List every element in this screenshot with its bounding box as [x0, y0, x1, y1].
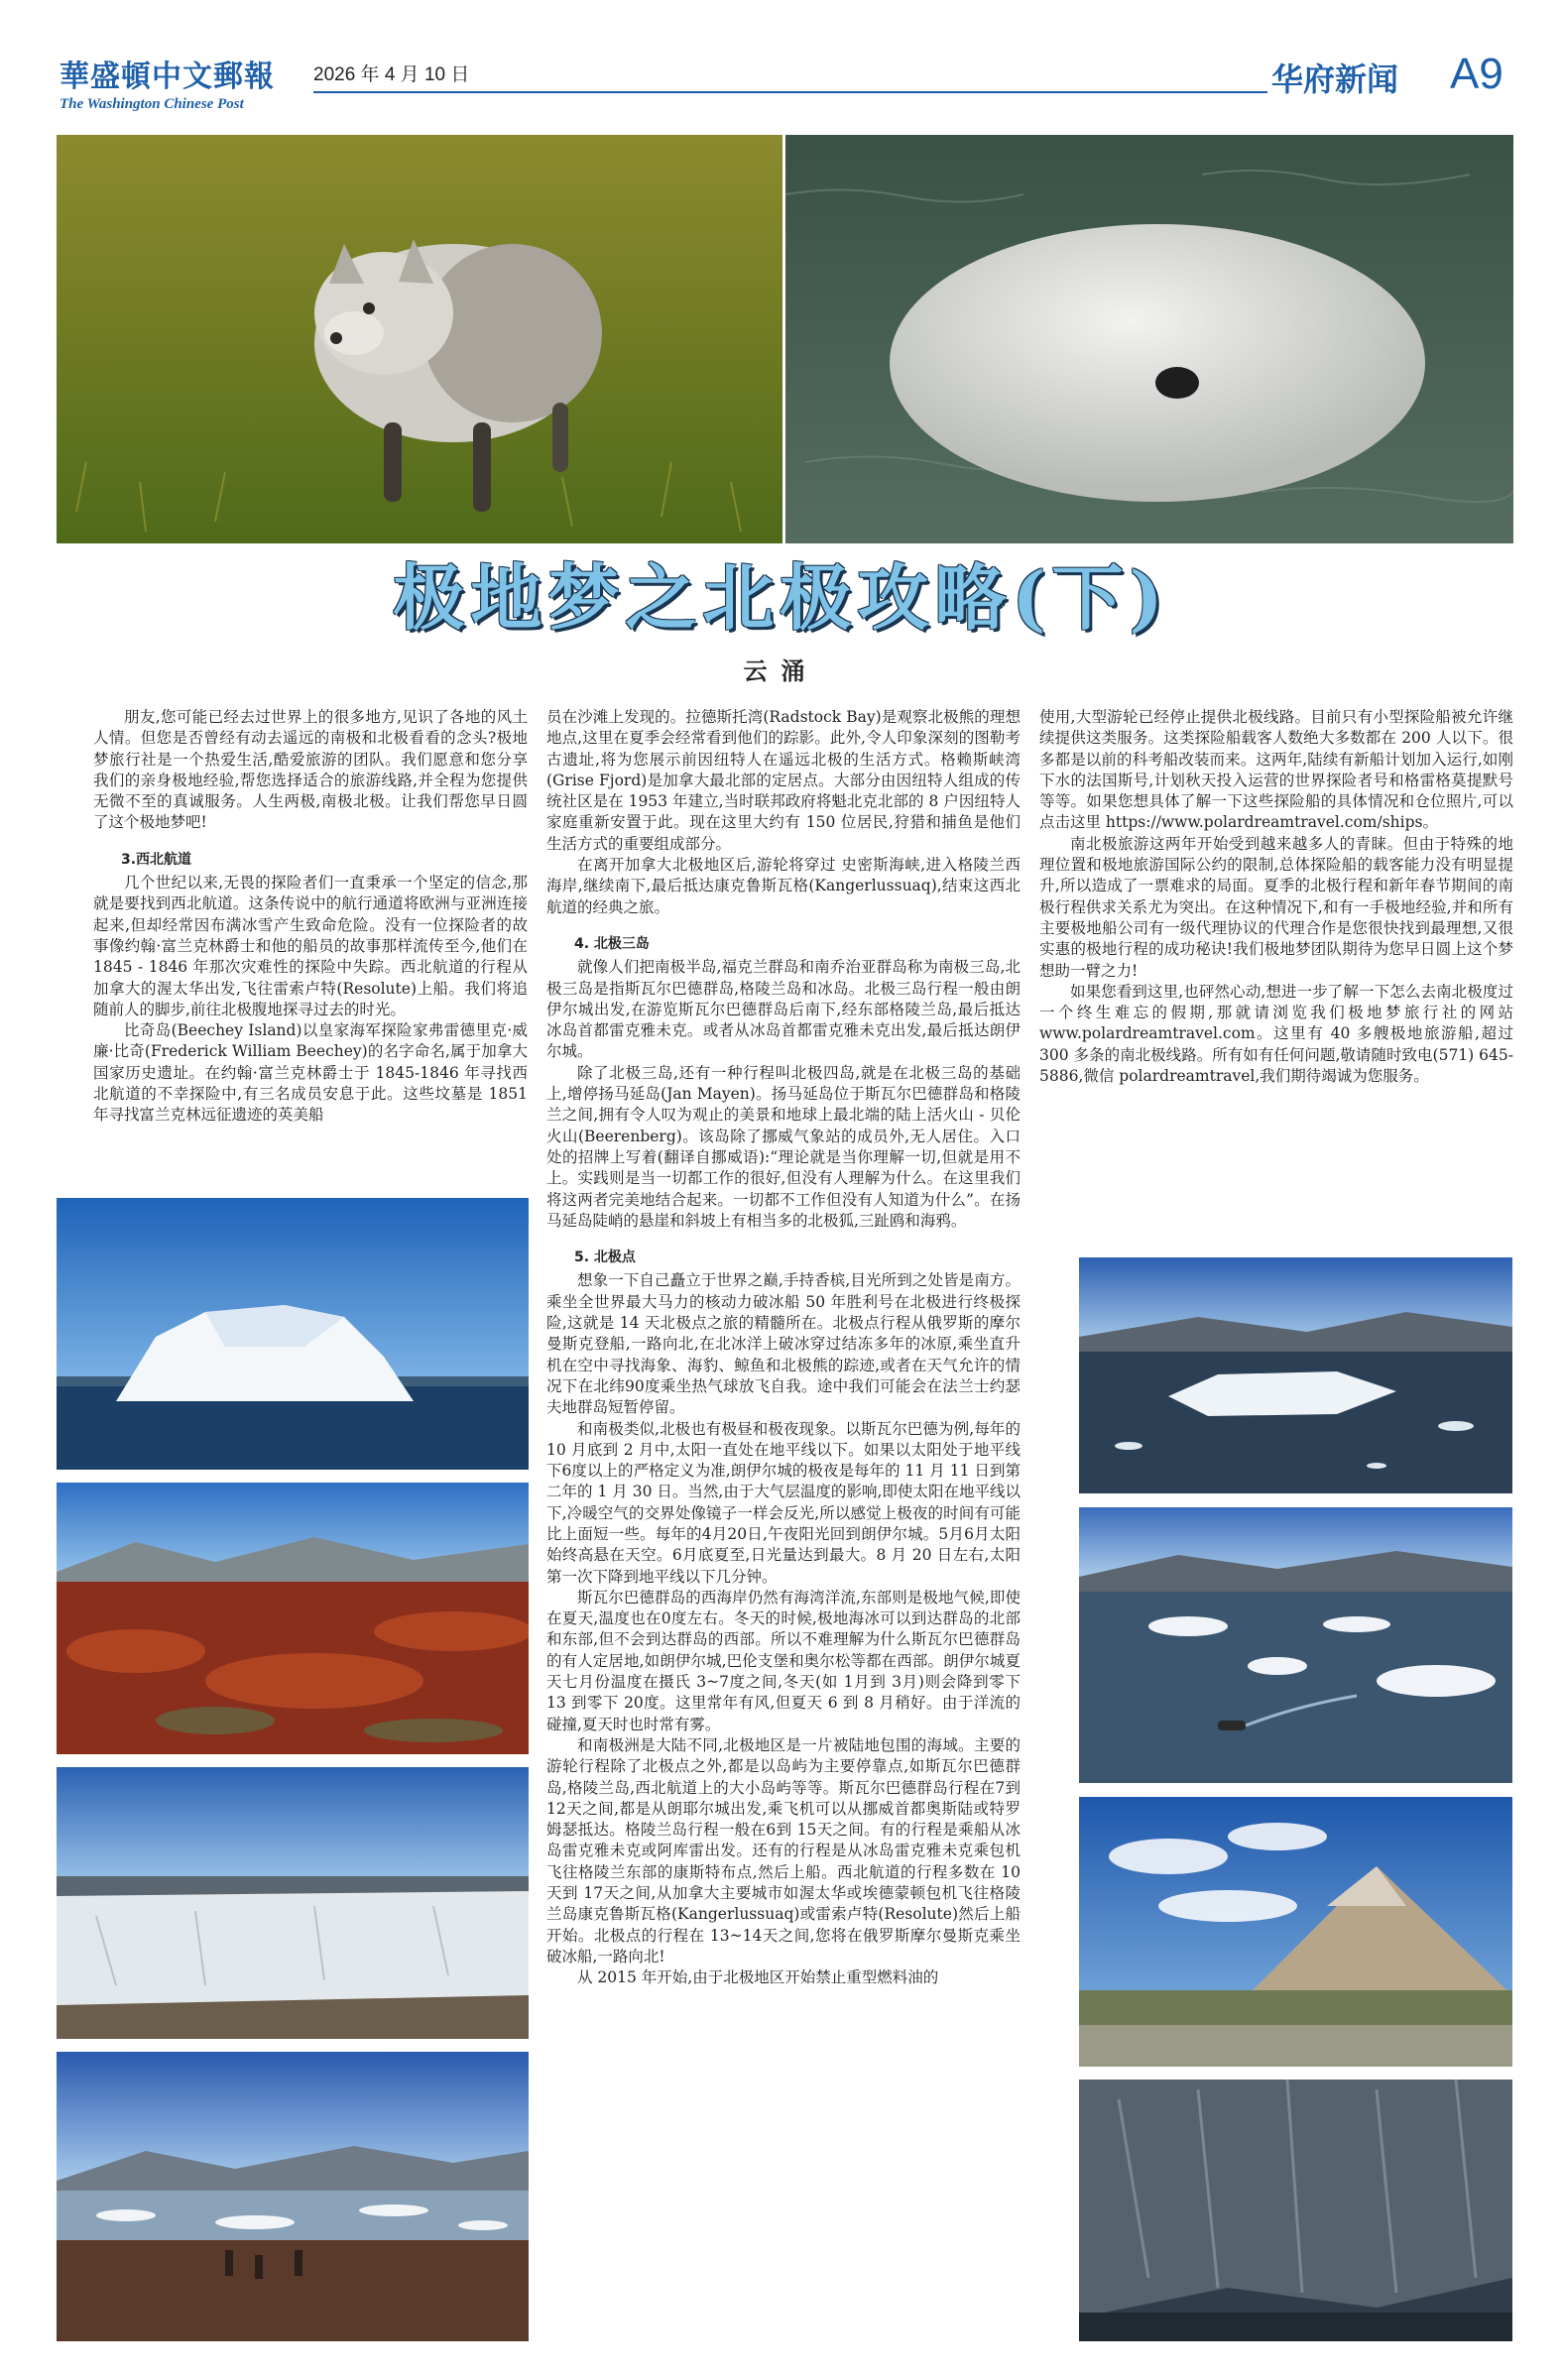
ice-floes-photo	[1079, 1257, 1512, 1493]
iceberg-photo	[57, 1198, 529, 1470]
paragraph: 在离开加拿大北极地区后,游轮将穿过 史密斯海峡,进入格陵兰西海岸,继续南下,最后抵达康克鲁斯瓦格(Kangerlussuaq),结束这西北航道的经典之旅。	[546, 856, 1021, 916]
issue-date: 2026 年 4 月 10 日	[313, 64, 470, 85]
page-number: A9	[1450, 50, 1503, 98]
glacier-front-photo	[57, 1767, 529, 2039]
masthead-name-cn: 華盛頓中文郵報	[60, 60, 275, 94]
fjord-hikers-photo	[57, 2052, 529, 2341]
paragraph: 如果您看到这里,也砰然心动,想进一步了解一下怎么去南北极度过一个终生难忘的假期,那就请浏览我们极地梦旅行社的网站 www.polardreamtravel.com。这里有 40 多艘极地旅游船,超过 300 多条的南北极线路。所有如有任何问题,敬请随时致电(571) 645-5886,微信 polardreamtravel,我们期待竭诚为您服务。	[1039, 982, 1513, 1086]
tundra-photo	[57, 1483, 529, 1754]
paragraph: 比奇岛(Beechey Island)以皇家海军探险家弗雷德里克·威廉·比奇(Frederick William Beechey)的名字命名,属于加拿大国家历史遗址。在约翰·富兰克林爵士于 1845-1846 年寻找西北航道的不幸探险中,有三名成员安息于此。这些坟墓是 1851 年寻找富兰克林远征遗迹的英美船	[93, 1021, 528, 1125]
article-headline: 极地梦之北极攻略(下)	[393, 555, 1169, 640]
paragraph: 从 2015 年开始,由于北极地区开始禁止重型燃料油的	[577, 1968, 939, 1987]
beluga-whale-photo	[785, 135, 1513, 543]
intro-paragraph: 朋友,您可能已经去过世界上的很多地方,见识了各地的风土人情。但您是否曾经有动去遥远的南极和北极看看的念头?极地梦旅行社是一个热爱生活,酷爱旅游的团队。我们愿意和您分享我们的亲身极地经验,帮您选择适合的旅游线路,并全程为您提供无微不至的真诚服务。人生两极,南极北极。让我们帮您早日圆了这个极地梦吧!	[93, 708, 528, 832]
paragraph: 使用,大型游轮已经停止提供北极线路。目前只有小型探险船被允许继续提供这类服务。这类探险船载客人数绝大多数都在 200 人以下。很多都是以前的科考船改装而来。这两年,陆续有新船计划加入运行,如刚下水的法国斯号,计划秋天投入运营的世界探险者号和格雷格莫提默号等等。如果您想具体了解一下这些探险船的具体情况和仓位照片,可以点击这里 https://www.polardreamtravel.com/ships。	[1039, 708, 1513, 832]
paragraph: 和南极洲是大陆不同,北极地区是一片被陆地包围的海域。主要的游轮行程除了北极点之外,都是以岛屿为主要停靠点,如斯瓦尔巴德群岛,格陵兰岛,西北航道上的大小岛屿等等。斯瓦尔巴德群岛行程在7到 12天之间,都是从朗耶尔城出发,乘飞机可以从挪威首都奥斯陆或特罗姆瑟抵达。格陵兰岛行程一般在6到 15天之间。有的行程是乘船从冰岛雷克雅未克或阿库雷出发。还有的行程是从冰岛雷克雅未克乘包机飞往格陵兰东部的康斯特布点,然后上船。西北航道的行程多数在 10天到 17天之间,从加拿大主要城市如渥太华或埃德蒙顿包机飞往格陵兰岛康克鲁斯瓦格(Kangerlussuaq)或雷索卢特(Resolute)然后上船开始。北极点的行程在 13~14天之间,您将在俄罗斯摩尔曼斯克乘坐破冰船,一路向北!	[546, 1735, 1021, 1965]
section-heading-three-islands: 4. 北极三岛	[574, 935, 650, 952]
paragraph: 几个世纪以来,无畏的探险者们一直秉承一个坚定的信念,那就是要找到西北航道。这条传说中的航行通道将欧洲与亚洲连接起来,但却经常因布满冰雪产生致命危险。没有一位探险者的故事像约翰·富兰克林爵士和他的船员的故事那样流传至今,他们在 1845 - 1846 年那次灾难性的探险中失踪。西北航道的行程从加拿大的渥太华出发,飞往雷索卢特(Resolute)上船。我们将追随前人的脚步,前往北极腹地探寻过去的时光。	[93, 874, 528, 1018]
article-column-1	[93, 707, 528, 1127]
paragraph: 除了北极三岛,还有一种行程叫北极四岛,就是在北极三岛的基础上,增停扬马延岛(Jan Mayen)。扬马延岛位于斯瓦尔巴德群岛和格陵兰之间,拥有令人叹为观止的美景和地球上最北端的陆上活火山 - 贝伦火山(Beerenberg)。该岛除了挪威气象站的成员外,无人居住。入口处的招牌上写着(翻译自挪威语):“理论就是当你理解一切,但就是用不上。实践则是当一切都工作的很好,但没有人理解为什么。在这里我们将这两者完美地结合起来。一切都不工作但没有人知道为什么”。在扬马延岛陡峭的悬崖和斜坡上有相当多的北极狐,三趾鸥和海鸦。	[546, 1063, 1021, 1230]
paragraph: 就像人们把南极半岛,福克兰群岛和南乔治亚群岛称为南极三岛,北极三岛是指斯瓦尔巴德群岛,格陵兰岛和冰岛。北极三岛行程一般由朗伊尔城出发,在游览斯瓦尔巴德群岛后南下,经东部格陵兰岛,最后抵达冰岛首都雷克雅未克。或者从冰岛首都雷克雅未克出发,最后抵达朗伊尔城。	[546, 958, 1021, 1061]
section-heading-north-pole: 5. 北极点	[574, 1250, 636, 1266]
section-heading-northwest-passage: 3.西北航道	[121, 851, 192, 868]
article-column-3	[1039, 707, 1513, 1087]
zodiac-photo	[1079, 1507, 1512, 1783]
mountain-photo	[1079, 1797, 1512, 2067]
paragraph: 斯瓦尔巴德群岛的西海岸仍然有海湾洋流,东部则是极地气候,即使在夏天,温度也在0度左右。冬天的时候,极地海冰可以到达群岛的北部和东部,但不会到达群岛的西部。所以不难理解为什么斯瓦尔巴德群岛的有人定居地,如朗伊尔城,巴伦支堡和奥尔松等都在西部。朗伊尔城夏天七月份温度在摄氏 3~7度之间,冬天(如 1月到 3月)则会降到零下 13 到零下 20度。这里常年有风,但夏天 6 到 8 月稍好。由于洋流的碰撞,夏天时也时常有雾。	[546, 1588, 1021, 1733]
arctic-fox-photo	[57, 135, 782, 543]
paragraph: 想象一下自己矗立于世界之巅,手持香槟,目光所到之处皆是南方。乘坐全世界最大马力的核动力破冰船 50 年胜利号在北极进行终极探险,这就是 14 天北极点之旅的精髓所在。北极点行程从俄罗斯的摩尔曼斯克登船,一路向北,在北冰洋上破冰穿过结冻多年的冰原,乘坐直升机在空中寻找海象、海豹、鲸鱼和北极熊的踪迹,或者在天气允许的情况下在北纬90度乘坐热气球放飞自我。途中我们可能会在法兰士约瑟夫地群岛短暂停留。	[546, 1271, 1021, 1417]
article-byline: 云涌	[743, 657, 819, 685]
paragraph: 和南极类似,北极也有极昼和极夜现象。以斯瓦尔巴德为例,每年的 10 月底到 2 月中,太阳一直处在地平线以下。如果以太阳处于地平线下6度以上的严格定义为准,朗伊尔城的极夜是每年的 11 月 11 日到第二年的 1 月 30 日。当然,由于大气层温度的影响,即使太阳在地平线以下,冷暖空气的交界处像镜子一样会反光,所以感觉上极夜的时间有可能比上面短一些。每年的4月20日,午夜阳光回到朗伊尔城。5月6月太阳始终高悬在天空。6月底夏至,日光量达到最大。8 月 20 日左右,太阳第一次下降到地平线以下几分钟。	[546, 1419, 1021, 1586]
paragraph: 员在沙滩上发现的。拉德斯托湾(Radstock Bay)是观察北极熊的理想地点,这里在夏季会经常看到他们的踪影。此外,令人印象深刻的图勒考古遗址,将为您展示前因纽特人在遥远北极的生活方式。格赖斯峡湾(Grise Fjord)是加拿大最北部的定居点。大部分由因纽特人组成的传统社区是在 1953 年建立,当时联邦政府将魁北克北部的 8 户因纽特人家庭重新安置于此。现在这里大约有 150 位居民,狩猎和捕鱼是他们生活方式的重要组成部分。	[546, 708, 1021, 853]
paragraph: 南北极旅游这两年开始受到越来越多人的青睐。但由于特殊的地理位置和极地旅游国际公约的限制,总体探险船的载客能力没有明显提升,所以造成了一票难求的局面。夏季的北极行程和新年春节期间的南极行程供求关系尤为突出。在这种情况下,和有一手极地经验,并和所有主要极地船公司有一级代理协议的代理合作是您很快找到最理想,又很实惠的极地行程的成功秘诀!我们极地梦团队期待为您早日圆上这个梦想助一臂之力!	[1039, 834, 1513, 980]
masthead-rule	[313, 91, 1267, 93]
masthead-name-en: The Washington Chinese Post	[60, 96, 244, 112]
section-title: 华府新闻	[1271, 60, 1399, 98]
article-column-2	[546, 707, 1021, 1989]
cliff-photo	[1079, 2080, 1512, 2341]
